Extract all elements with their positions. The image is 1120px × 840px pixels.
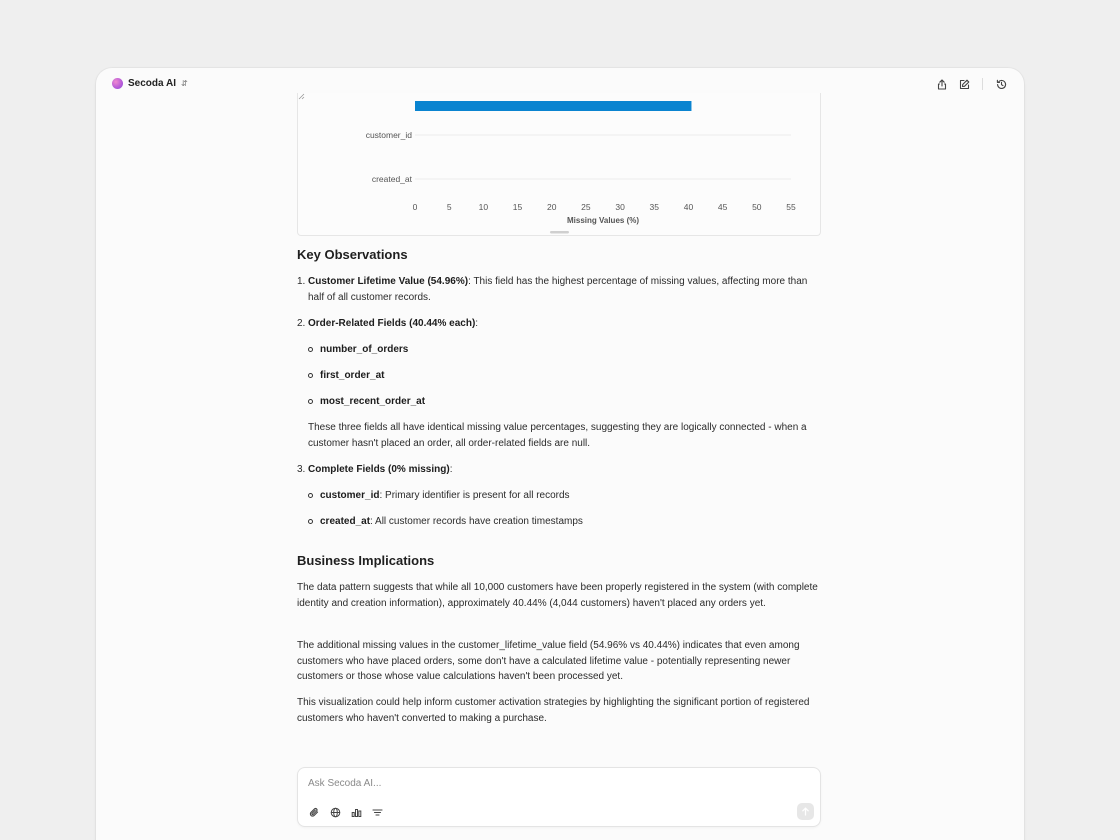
app-window [96,68,1024,840]
missing-values-chart [298,93,822,236]
bar-partial [415,101,691,111]
scroll-indicator [550,231,569,234]
observation-item-3 [297,462,821,478]
top-actions [935,77,1008,91]
x-tick-label: 45 [717,202,728,212]
bullet-icon [308,373,313,378]
implication-paragraph: This visualization could help inform customer activation strategies by highlighting the significant portion of registered customers who haven't converted to making a purchase. [297,697,810,724]
y-tick-label: created_at [371,174,412,184]
list-number: 1. [297,276,306,287]
new-chat-button[interactable] [957,77,971,91]
observation-desc: : [475,318,479,329]
share-icon [937,79,947,90]
x-tick-label: 30 [615,202,625,212]
x-tick-label: 50 [752,202,762,212]
field-text [320,488,570,504]
list-number: 2. [297,318,306,329]
x-tick-label: 5 [446,202,452,212]
chat-composer [297,767,821,827]
business-implications-heading: Business Implications [297,553,435,568]
list-number: 3. [297,464,306,475]
chart-card [297,93,821,236]
field-text [320,514,583,530]
observation-title: Customer Lifetime Value (54.96%) [308,276,469,287]
observation-title: Order-Related Fields (40.44% each) [308,318,476,329]
order-fields-note: These three fields all have identical missing value percentages, suggesting they are logically connected - when a customer hasn't placed an order, all order-related fields are null. [308,422,807,449]
observation-item-2 [297,316,821,332]
filter-button[interactable] [370,805,384,819]
list-item [308,368,832,384]
x-tick-label: 55 [786,202,796,212]
x-tick-label: 35 [649,202,660,212]
resize-handle-icon[interactable] [298,93,305,100]
field-desc: : All customer records have creation timestamps [370,516,583,527]
x-tick-label: 40 [683,202,694,212]
edit-icon [959,79,970,90]
bullet-icon [308,399,313,404]
field-name: number_of_orders [320,344,409,355]
field-name: first_order_at [320,370,385,381]
x-tick-label: 0 [412,202,418,212]
observation-text [308,274,810,305]
field-desc: : Primary identifier is present for all records [379,490,570,501]
bar-chart-icon [351,807,362,818]
y-tick-label: customer_id [365,130,412,140]
list-item [308,342,832,358]
web-search-button[interactable] [328,805,342,819]
observation-title: Complete Fields (0% missing) [308,464,450,475]
x-tick-label: 25 [581,202,591,212]
secoda-logo-icon [112,78,123,89]
field-name: customer_id [320,490,380,501]
observation-desc: : [449,464,453,475]
key-observations-heading: Key Observations [297,247,408,262]
history-icon [996,79,1007,90]
globe-icon [330,807,341,818]
composer-tools [307,805,384,819]
list-item [308,394,832,410]
filter-icon [372,807,383,818]
chat-input[interactable] [308,778,788,789]
history-button[interactable] [994,77,1008,91]
implication-paragraph: The additional missing values in the customer_lifetime_value field (54.96% vs 40.44%) indicates that even among customers who have placed orders, some don't have a calculated lifetime value - potentially representing newer customers or those whose value calculations haven't been processed yet. [297,640,800,683]
bullet-icon [308,347,313,352]
app-name: Secoda AI [128,78,176,89]
list-item [308,514,832,530]
bullet-icon [308,493,313,498]
chevron-up-down-icon: ⇵ [180,78,188,88]
attach-button[interactable] [307,805,321,819]
paperclip-icon [309,807,320,818]
bullet-icon [308,519,313,524]
observation-text [308,462,452,478]
x-tick-label: 10 [478,202,489,212]
x-tick-label: 20 [546,202,557,212]
observation-desc: : This field has the highest percentage of missing values, affecting more than half of all customer records. [308,276,808,303]
field-name: created_at [320,516,371,527]
field-name: most_recent_order_at [320,396,426,407]
toolbar-divider [982,78,983,90]
observation-item-1 [297,274,810,305]
share-button[interactable] [935,77,949,91]
send-button[interactable] [797,803,814,820]
x-tick-label: 15 [512,202,523,212]
implication-paragraph: The data pattern suggests that while all 10,000 customers have been properly registered in the system (with complete identity and creation information), approximately 40.44% (4,044 customers) haven't placed any orders yet. [297,582,818,609]
list-item [308,488,832,504]
x-axis-label: Missing Values (%) [566,216,640,225]
chart-button[interactable] [349,805,363,819]
arrow-up-icon [801,807,810,816]
observation-text [308,316,478,332]
workspace-switcher[interactable] [112,78,188,89]
